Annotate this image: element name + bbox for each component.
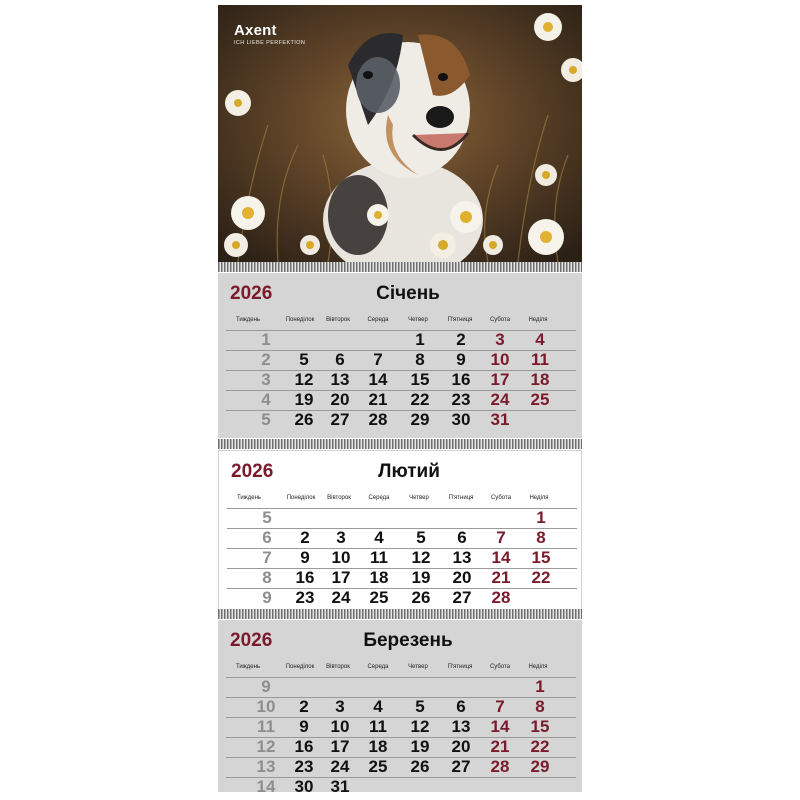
week-number: 8 [262, 568, 272, 587]
weekday-header: Тиждень [236, 495, 262, 501]
calendar-day: 30 [451, 410, 471, 429]
header-photo [218, 5, 582, 262]
weekend-day: 29 [530, 757, 550, 776]
wall-calendar [218, 0, 582, 796]
calendar-day: 15 [410, 370, 430, 389]
calendar-day: 16 [294, 737, 314, 756]
calendar-day: 27 [451, 757, 471, 776]
weekend-day: 11 [531, 350, 549, 369]
week-number: 12 [256, 737, 276, 756]
calendar-day: 12 [411, 548, 431, 567]
calendar-day: 22 [410, 390, 430, 409]
weekday-header: Четвер [408, 317, 428, 323]
month-block [218, 273, 582, 438]
weekend-day: 1 [536, 508, 546, 527]
weekend-day: 28 [490, 757, 510, 776]
weekend-day: 31 [490, 410, 510, 429]
calendar-day: 11 [370, 548, 388, 567]
calendar-day: 6 [456, 697, 466, 716]
month-name: Лютий [378, 461, 440, 482]
weekday-header: Вівторок [326, 664, 350, 670]
calendar-day: 24 [331, 588, 351, 607]
calendar-day: 24 [330, 757, 350, 776]
week-number: 5 [262, 508, 272, 527]
weekday-header: П'ятниця [447, 317, 473, 323]
weekday-header: Субота [489, 317, 511, 323]
calendar-day: 11 [369, 717, 387, 736]
weekday-header: Понеділок [285, 664, 315, 670]
month-year: 2026 [230, 283, 273, 304]
week-number: 2 [261, 350, 271, 369]
calendar-day: 4 [374, 528, 384, 547]
month-name: Березень [363, 630, 453, 651]
calendar-day: 20 [452, 568, 472, 587]
calendar-day: 5 [415, 697, 425, 716]
row-divider [227, 548, 577, 549]
weekday-header: Середа [368, 495, 390, 501]
row-divider [226, 390, 576, 391]
weekday-header: Середа [367, 664, 389, 670]
month-year: 2026 [231, 461, 274, 482]
weekday-header: Неділя [528, 664, 548, 670]
weekend-day: 18 [530, 370, 550, 389]
weekday-header: Субота [490, 495, 512, 501]
calendar-day: 12 [294, 370, 314, 389]
calendar-day: 29 [410, 410, 430, 429]
calendar-day: 13 [330, 370, 350, 389]
weekday-header: П'ятниця [447, 664, 473, 670]
row-divider [226, 350, 576, 351]
weekend-day: 21 [491, 568, 511, 587]
calendar-day: 23 [295, 588, 315, 607]
row-divider [226, 717, 576, 718]
calendar-day: 18 [368, 737, 388, 756]
week-number: 14 [256, 777, 276, 796]
spiral-binding [218, 439, 582, 449]
calendar-day: 2 [300, 528, 310, 547]
calendar-day: 27 [452, 588, 472, 607]
calendar-day: 20 [451, 737, 471, 756]
weekend-day: 15 [531, 548, 551, 567]
calendar-day: 2 [456, 330, 466, 349]
weekday-header: Тиждень [235, 664, 261, 670]
row-divider [226, 410, 576, 411]
calendar-day: 19 [411, 568, 431, 587]
weekend-day: 21 [490, 737, 510, 756]
weekend-day: 8 [535, 697, 545, 716]
calendar-day: 27 [330, 410, 350, 429]
row-divider [226, 757, 576, 758]
weekend-day: 7 [495, 697, 505, 716]
spiral-binding [218, 609, 582, 619]
weekday-header: Вівторок [327, 495, 351, 501]
calendar-day: 3 [335, 697, 345, 716]
calendar-day: 18 [369, 568, 389, 587]
calendar-day: 16 [295, 568, 315, 587]
weekend-day: 17 [490, 370, 510, 389]
weekend-day: 22 [530, 737, 550, 756]
calendar-day: 8 [415, 350, 425, 369]
calendar-day: 12 [410, 717, 430, 736]
weekday-header: Вівторок [326, 317, 350, 323]
calendar-day: 31 [330, 777, 350, 796]
weekend-day: 10 [490, 350, 510, 369]
calendar-day: 26 [294, 410, 314, 429]
calendar-day: 10 [331, 548, 351, 567]
calendar-day: 9 [300, 548, 310, 567]
weekend-day: 14 [490, 717, 510, 736]
weekday-header: Четвер [409, 495, 429, 501]
calendar-day: 5 [416, 528, 426, 547]
calendar-day: 20 [330, 390, 350, 409]
calendar-day: 7 [373, 350, 383, 369]
row-divider [227, 528, 577, 529]
weekend-day: 1 [535, 677, 545, 696]
weekday-header: Неділя [529, 495, 549, 501]
weekday-header: Середа [367, 317, 389, 323]
week-number: 1 [261, 330, 271, 349]
weekend-day: 14 [491, 548, 511, 567]
week-number: 7 [262, 548, 272, 567]
calendar-day: 23 [294, 757, 314, 776]
month-year: 2026 [230, 630, 273, 651]
calendar-day: 17 [330, 737, 350, 756]
calendar-day: 1 [415, 330, 425, 349]
calendar-day: 19 [410, 737, 430, 756]
calendar-day: 25 [369, 588, 389, 607]
calendar-day: 25 [368, 757, 388, 776]
week-number: 4 [261, 390, 271, 409]
row-divider [226, 737, 576, 738]
calendar-day: 6 [457, 528, 467, 547]
brand-logo [234, 22, 305, 46]
week-number: 13 [256, 757, 276, 776]
week-number: 10 [256, 697, 276, 716]
month-block [218, 450, 582, 610]
month-name: Січень [376, 283, 440, 304]
weekend-day: 3 [495, 330, 505, 349]
row-divider [226, 370, 576, 371]
calendar-day: 26 [410, 757, 430, 776]
weekend-day: 8 [536, 528, 546, 547]
weekend-day: 4 [535, 330, 545, 349]
calendar-day: 9 [456, 350, 466, 369]
week-number: 9 [262, 588, 272, 607]
calendar-day: 6 [335, 350, 345, 369]
calendar-day: 14 [368, 370, 388, 389]
spiral-binding [218, 262, 582, 272]
calendar-day: 10 [330, 717, 350, 736]
calendar-day: 3 [336, 528, 346, 547]
weekend-day: 24 [490, 390, 510, 409]
row-divider [226, 677, 576, 678]
weekday-header: П'ятниця [448, 495, 474, 501]
calendar-day: 30 [294, 777, 314, 796]
row-divider [226, 777, 576, 778]
calendar-day: 13 [452, 548, 472, 567]
week-number: 9 [261, 677, 271, 696]
weekend-day: 28 [491, 588, 511, 607]
weekday-header: Четвер [408, 664, 428, 670]
row-divider [227, 508, 577, 509]
row-divider [226, 330, 576, 331]
calendar-day: 19 [294, 390, 314, 409]
weekday-header: Субота [489, 664, 511, 670]
weekend-day: 7 [496, 528, 506, 547]
calendar-day: 28 [368, 410, 388, 429]
month-block [218, 620, 582, 796]
brand-name: Axent [234, 22, 277, 39]
week-number: 6 [262, 528, 272, 547]
calendar-day: 26 [411, 588, 431, 607]
week-number: 5 [261, 410, 271, 429]
row-divider [226, 697, 576, 698]
row-divider [227, 588, 577, 589]
calendar-day: 21 [368, 390, 388, 409]
weekday-header: Понеділок [286, 495, 316, 501]
calendar-day: 13 [451, 717, 471, 736]
week-number: 3 [261, 370, 271, 389]
calendar-day: 5 [299, 350, 309, 369]
brand-tagline: ICH LIEBE PERFEKTION [234, 40, 306, 46]
weekday-header: Понеділок [285, 317, 315, 323]
calendar-day: 23 [451, 390, 471, 409]
calendar-day: 2 [299, 697, 309, 716]
weekend-day: 22 [531, 568, 551, 587]
week-number: 11 [257, 717, 275, 736]
row-divider [227, 568, 577, 569]
weekday-header: Неділя [528, 317, 548, 323]
weekend-day: 25 [530, 390, 550, 409]
calendar-day: 17 [331, 568, 351, 587]
calendar-day: 9 [299, 717, 309, 736]
calendar-day: 4 [373, 697, 383, 716]
weekend-day: 15 [530, 717, 550, 736]
calendar-day: 16 [451, 370, 471, 389]
weekday-header: Тиждень [235, 317, 261, 323]
